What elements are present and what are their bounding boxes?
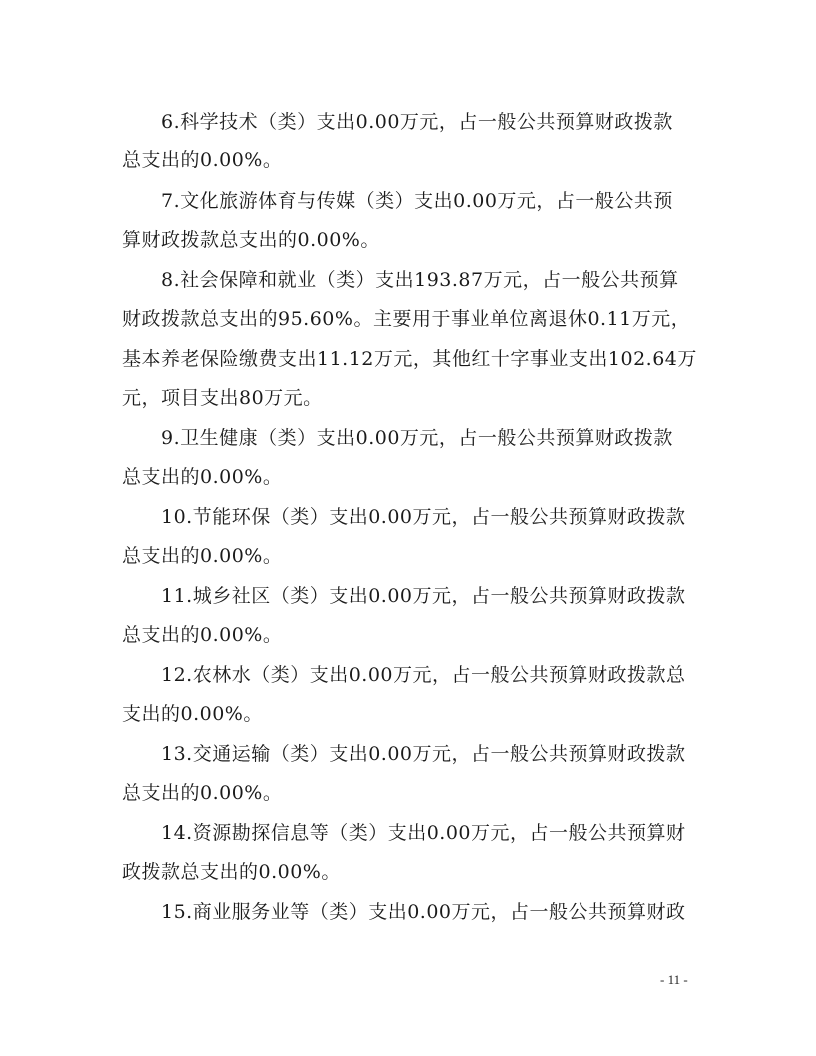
paragraph-9-line-1: 9.卫生健康（类）支出0.00万元，占一般公共预算财政拨款 (161, 427, 673, 449)
paragraph-11-line-1: 11.城乡社区（类）支出0.00万元，占一般公共预算财政拨款 (161, 585, 686, 607)
paragraph-7-line-1: 7.文化旅游体育与传媒（类）支出0.00万元，占一般公共预 (161, 190, 673, 212)
paragraph-10-line-2: 总支出的0.00%。 (122, 545, 283, 567)
paragraph-12-line-2: 支出的0.00%。 (122, 703, 263, 725)
paragraph-8-line-1: 8.社会保障和就业（类）支出193.87万元，占一般公共预算 (161, 269, 679, 291)
paragraph-10-line-1: 10.节能环保（类）支出0.00万元，占一般公共预算财政拨款 (161, 506, 686, 528)
paragraph-9-line-2: 总支出的0.00%。 (122, 466, 283, 488)
paragraph-15-line-1: 15.商业服务业等（类）支出0.00万元，占一般公共预算财政 (161, 901, 686, 923)
paragraph-8-line-4: 元，项目支出80万元。 (122, 387, 323, 409)
paragraph-14-line-2: 政拨款总支出的0.00%。 (122, 861, 341, 883)
page-number: - 11 - (660, 972, 688, 987)
paragraph-8-line-2: 财政拨款总支出的95.60%。主要用于事业单位离退休0.11万元， (122, 308, 691, 330)
paragraph-12-line-1: 12.农林水（类）支出0.00万元，占一般公共预算财政拨款总 (161, 664, 686, 686)
paragraph-13-line-2: 总支出的0.00%。 (122, 782, 283, 804)
paragraph-8-line-3: 基本养老保险缴费支出11.12万元，其他红十字事业支出102.64万 (122, 348, 697, 370)
paragraph-7-line-2: 算财政拨款总支出的0.00%。 (122, 229, 380, 251)
paragraph-11-line-2: 总支出的0.00%。 (122, 624, 283, 646)
paragraph-6-line-2: 总支出的0.00%。 (122, 149, 283, 171)
paragraph-13-line-1: 13.交通运输（类）支出0.00万元，占一般公共预算财政拨款 (161, 743, 686, 765)
paragraph-14-line-1: 14.资源勘探信息等（类）支出0.00万元，占一般公共预算财 (161, 822, 686, 844)
paragraph-6-line-1: 6.科学技术（类）支出0.00万元，占一般公共预算财政拨款 (161, 111, 673, 133)
